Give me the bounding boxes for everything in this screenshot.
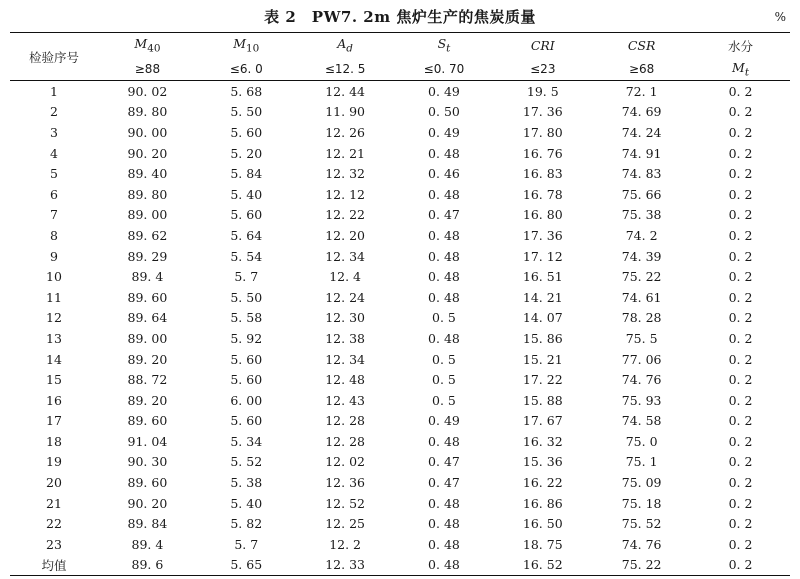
table-cell: 12. 2 [329,536,362,552]
header-col-m40: $M_{40}$ [98,33,197,59]
table-row [10,369,790,390]
table-cell: 89. 84 [127,516,168,532]
unit-label: % [774,10,786,24]
table-cell: 16. 32 [522,433,563,449]
table-row [10,472,790,493]
table-cell: 0. 2 [728,351,753,367]
table-cell: 75. 18 [621,495,662,511]
table-cell: 90. 30 [127,454,168,470]
table-cell: 0. 47 [428,454,460,470]
table-cell: 90. 20 [127,495,168,511]
table-cell: 89. 62 [127,227,168,243]
table-cell: 72. 1 [625,83,658,99]
row-index-cell: 14 [46,351,62,367]
table-cell: 14. 21 [522,289,563,305]
table-cell: 90. 20 [127,145,168,161]
table-cell: 75. 22 [592,555,691,576]
table-cell: 0. 2 [728,186,753,202]
coke-quality-table [10,32,790,576]
table-cell: 12. 32 [325,166,365,182]
table-cell: 12. 24 [325,289,365,305]
table-cell: 0. 2 [728,166,753,182]
table-cell: 17. 36 [522,227,563,243]
table-cell: 0. 5 [432,351,456,367]
table-cell: 15. 88 [522,392,563,408]
table-cell: 0. 2 [728,289,753,305]
row-index-cell: 9 [50,248,58,264]
header-row-limits [10,58,790,81]
table-cell: 5. 38 [230,475,263,491]
table-cell: 74. 61 [621,289,662,305]
limit-m40: ≥88 [98,58,197,81]
table-cell: 89. 20 [127,392,168,408]
table-cell: 12. 34 [325,248,365,264]
table-cell: 5. 40 [230,186,263,202]
row-index-cell: 13 [46,330,62,346]
row-index-cell: 23 [46,536,62,552]
table-cell: 0. 2 [728,536,753,552]
limit-csr: ≥68 [592,58,691,81]
header-col-m10: $M_{10}$ [197,33,296,59]
table-cell: 0. 2 [728,330,753,346]
row-index-cell: 15 [46,372,62,388]
table-cell: 0. 2 [728,454,753,470]
table-cell: 12. 30 [325,310,365,326]
table-cell: 16. 51 [522,269,563,285]
row-index-cell: 12 [46,310,62,326]
table-cell: 0. 2 [728,227,753,243]
row-index-cell: 2 [50,104,58,120]
table-cell: 16. 80 [522,207,563,223]
table-cell: 89. 6 [98,555,197,576]
header-col-st: $S_t$ [395,33,494,59]
table-cell: 5. 34 [230,433,263,449]
table-cell: 0. 2 [728,145,753,161]
table-cell: 0. 47 [428,475,460,491]
row-index-cell: 5 [50,166,58,182]
table-row [10,287,790,308]
table-cell: 5. 65 [197,555,296,576]
table-cell: 75. 22 [621,269,662,285]
table-cell: 0. 48 [428,248,460,264]
table-row [10,122,790,143]
table-cell: 12. 34 [325,351,365,367]
table-cell: 0. 2 [728,413,753,429]
table-cell: 75. 09 [621,475,662,491]
table-cell: 0. 48 [395,555,494,576]
row-index-cell: 7 [50,207,58,223]
table-row [10,513,790,534]
table-cell: 90. 02 [127,83,168,99]
table-cell: 0. 2 [728,433,753,449]
table-cell: 5. 52 [230,454,263,470]
row-index-cell: 16 [46,392,62,408]
table-cell: 14. 07 [522,310,563,326]
table-cell: 89. 29 [127,248,168,264]
table-cell: 89. 60 [127,289,168,305]
table-cell: 78. 28 [621,310,662,326]
limit-cri: ≤23 [493,58,592,81]
header-row-names [10,33,790,59]
table-cell: 5. 20 [230,145,263,161]
table-cell: 74. 24 [621,124,662,140]
table-cell: 12. 02 [325,454,365,470]
table-cell: 0. 2 [728,207,753,223]
table-cell: 89. 4 [131,536,164,552]
table-cell: 12. 36 [325,475,365,491]
table-cell: 16. 83 [522,166,563,182]
row-index-cell: 8 [50,227,58,243]
table-caption: 表 2 PW7. 2m 焦炉生产的焦炭质量 [264,8,536,26]
table-cell: 11. 90 [325,104,365,120]
table-row [10,328,790,349]
table-cell: 12. 33 [296,555,395,576]
table-cell: 12. 4 [329,269,362,285]
table-cell: 0. 46 [428,166,460,182]
limit-st: ≤0. 70 [395,58,494,81]
table-cell: 89. 60 [127,475,168,491]
table-cell: 12. 44 [325,83,365,99]
table-cell: 0. 48 [428,227,460,243]
table-cell: 12. 12 [325,186,365,202]
table-cell: 17. 80 [522,124,563,140]
table-cell: 75. 66 [621,186,662,202]
table-cell: 16. 86 [522,495,563,511]
table-row [10,555,790,576]
table-cell: 75. 0 [625,433,658,449]
table-cell: 89. 4 [131,269,164,285]
table-cell: 18. 75 [522,536,563,552]
table-cell: 17. 67 [522,413,563,429]
table-row [10,390,790,411]
table-cell: 0. 2 [728,475,753,491]
table-cell: 74. 83 [621,166,662,182]
table-cell: 0. 49 [428,83,460,99]
table-cell: 0. 2 [728,104,753,120]
table-cell: 75. 52 [621,516,662,532]
table-cell: 19. 5 [526,83,559,99]
table-body [10,81,790,576]
table-cell: 0. 50 [428,104,460,120]
table-cell: 0. 2 [728,83,753,99]
table-cell: 0. 2 [728,248,753,264]
table-cell: 0. 5 [432,310,456,326]
table-cell: 5. 58 [230,310,263,326]
limit-m10: ≤6. 0 [197,58,296,81]
table-cell: 5. 64 [230,227,263,243]
table-cell: 75. 38 [621,207,662,223]
row-index-cell: 18 [46,433,62,449]
table-cell: 0. 49 [428,124,460,140]
header-col-moisture: 水分 [691,33,790,59]
table-cell: 16. 76 [522,145,563,161]
table-cell: 74. 76 [621,536,662,552]
table-row [10,452,790,473]
table-cell: 0. 5 [432,392,456,408]
table-cell: 12. 43 [325,392,365,408]
table-cell: 0. 2 [728,392,753,408]
table-cell: 5. 54 [230,248,263,264]
table-cell: 12. 38 [325,330,365,346]
table-cell: 5. 82 [230,516,263,532]
table-row [10,102,790,123]
table-cell: 89. 00 [127,207,168,223]
table-cell: 0. 2 [728,310,753,326]
table-cell: 88. 72 [127,372,168,388]
table-cell: 0. 48 [428,516,460,532]
table-cell: 16. 52 [493,555,592,576]
row-index-cell: 20 [46,475,62,491]
row-index-cell: 10 [46,269,62,285]
table-row [10,184,790,205]
table-cell: 17. 22 [522,372,563,388]
table-cell: 0. 2 [728,516,753,532]
table-cell: 0. 2 [728,495,753,511]
header-first-col: 检验序号 [10,33,98,81]
table-cell: 5. 84 [230,166,263,182]
row-index-cell: 3 [50,124,58,140]
limit-ad: ≤12. 5 [296,58,395,81]
table-cell: 0. 2 [728,124,753,140]
row-index-cell: 21 [46,495,62,511]
table-cell: 74. 58 [621,413,662,429]
table-row [10,143,790,164]
header-col-csr: CSR [592,33,691,59]
table-cell: 74. 2 [625,227,658,243]
row-index-cell: 11 [46,289,62,305]
table-cell: 0. 5 [432,372,456,388]
table-row [10,308,790,329]
table-cell: 89. 00 [127,330,168,346]
table-cell: 5. 40 [230,495,263,511]
table-cell: 17. 36 [522,104,563,120]
table-cell: 5. 7 [234,536,259,552]
table-cell: 89. 80 [127,186,168,202]
table-cell: 75. 5 [625,330,658,346]
table-cell: 12. 22 [325,207,365,223]
table-cell: 89. 60 [127,413,168,429]
table-row [10,205,790,226]
table-cell: 0. 48 [428,433,460,449]
table-cell: 89. 40 [127,166,168,182]
table-cell: 5. 60 [230,207,263,223]
table-cell: 5. 60 [230,413,263,429]
table-cell: 89. 20 [127,351,168,367]
table-row [10,266,790,287]
table-row [10,349,790,370]
table-cell: 5. 60 [230,372,263,388]
row-index-cell: 均值 [10,555,98,576]
table-cell: 0. 48 [428,495,460,511]
table-cell: 0. 48 [428,536,460,552]
table-row [10,246,790,267]
table-cell: 12. 52 [325,495,365,511]
table-cell: 12. 28 [325,433,365,449]
table-cell: 16. 22 [522,475,563,491]
table-row [10,81,790,102]
table-cell: 5. 50 [230,289,263,305]
row-index-cell: 19 [46,454,62,470]
table-cell: 16. 50 [522,516,563,532]
table-cell: 0. 48 [428,269,460,285]
row-index-cell: 6 [50,186,58,202]
table-cell: 5. 50 [230,104,263,120]
header-col-cri: CRI [493,33,592,59]
table-cell: 12. 28 [325,413,365,429]
table-row [10,163,790,184]
table-cell: 6. 00 [230,392,263,408]
table-cell: 90. 00 [127,124,168,140]
table-cell: 0. 2 [691,555,790,576]
table-cell: 0. 2 [728,372,753,388]
table-cell: 75. 93 [621,392,662,408]
table-cell: 15. 21 [522,351,563,367]
row-index-cell: 17 [46,413,62,429]
table-cell: 5. 60 [230,351,263,367]
table-cell: 12. 25 [325,516,365,532]
table-cell: 12. 26 [325,124,365,140]
table-cell: 5. 68 [230,83,263,99]
row-index-cell: 4 [50,145,58,161]
table-cell: 15. 36 [522,454,563,470]
table-row [10,411,790,432]
table-row [10,534,790,555]
table-cell: 5. 60 [230,124,263,140]
table-cell: 17. 12 [522,248,563,264]
table-cell: 0. 49 [428,413,460,429]
table-cell: 12. 20 [325,227,365,243]
table-cell: 91. 04 [127,433,168,449]
table-cell: 0. 48 [428,186,460,202]
table-row [10,431,790,452]
header-col-ad: $A_d$ [296,33,395,59]
table-cell: 16. 78 [522,186,563,202]
table-cell: 74. 39 [621,248,662,264]
table-cell: 74. 76 [621,372,662,388]
table-cell: 75. 1 [625,454,658,470]
table-cell: 77. 06 [621,351,662,367]
table-cell: 89. 80 [127,104,168,120]
row-index-cell: 22 [46,516,62,532]
table-cell: 12. 21 [325,145,365,161]
table-cell: 0. 47 [428,207,460,223]
table-cell: 89. 64 [127,310,168,326]
limit-moisture: $M_t$ [691,58,790,81]
table-cell: 0. 48 [428,330,460,346]
table-cell: 5. 7 [234,269,259,285]
table-row [10,225,790,246]
table-cell: 15. 86 [522,330,563,346]
table-cell: 74. 91 [621,145,662,161]
table-cell: 12. 48 [325,372,365,388]
table-cell: 0. 48 [428,145,460,161]
table-cell: 74. 69 [621,104,662,120]
table-row [10,493,790,514]
table-cell: 5. 92 [230,330,263,346]
table-cell: 0. 2 [728,269,753,285]
row-index-cell: 1 [50,83,58,99]
table-cell: 0. 48 [428,289,460,305]
